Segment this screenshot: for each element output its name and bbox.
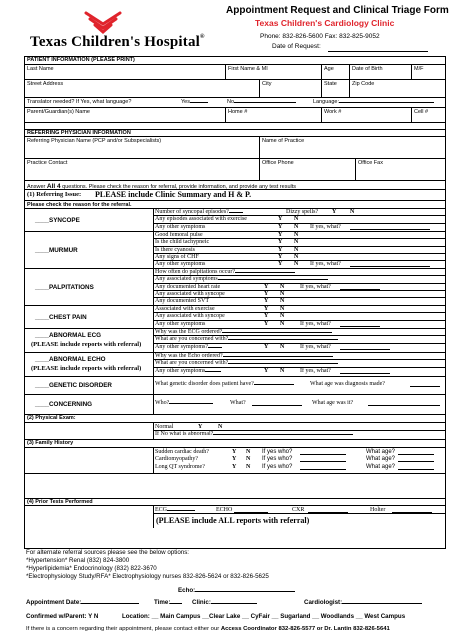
genetic-block — [25, 377, 445, 395]
prior-tests-row[interactable]: ECG ECHO CXR Holter — [154, 507, 446, 514]
syncope-q1[interactable]: Number of syncopal episodes? Dizzy spells? Y N — [154, 209, 446, 216]
location-field[interactable]: Location: __ Main Campus __Clear Lake __ CyFair __ Sugarland __ Woodlands __ West Campus — [122, 613, 406, 620]
murmur-checkbox[interactable]: ____MURMUR — [35, 247, 78, 254]
referring-issue-row — [25, 190, 445, 201]
practice-name-field[interactable]: Name of Practice — [259, 137, 445, 158]
answer-note: Answer All 4 questions. Please check the reason for referral, provide information, and provide any test results — [25, 181, 445, 190]
sex-field[interactable]: M/F — [411, 65, 445, 79]
chest-pain-block — [25, 306, 445, 329]
translator-no[interactable]: No — [227, 99, 296, 105]
family-q3[interactable]: Long QT syndrome? Y N If yes who? What age? — [154, 464, 446, 471]
murmur-q1[interactable]: Good femoral pulse Y N — [154, 232, 446, 239]
referring-issue-label: (1) Referring Issue: — [27, 191, 82, 198]
syncope-q3[interactable]: Any other symptoms Y N If yes, what? — [154, 224, 446, 231]
abnormal-ecg-checkbox[interactable]: ____ABNORMAL ECG — [35, 332, 102, 339]
genetic-q1[interactable]: What genetic disorder does patient have? What age was diagnosis made? — [154, 381, 446, 388]
patient-row-2 — [25, 80, 445, 98]
murmur-q2[interactable]: Is the child tachypneic Y N — [154, 239, 446, 246]
chest-pain-checkbox[interactable]: ____CHEST PAIN — [35, 314, 87, 321]
hospital-logo — [30, 10, 205, 50]
confirmed-field[interactable]: Confirmed w/Parent: Y N — [26, 613, 99, 620]
street-field[interactable]: Street Address — [27, 81, 64, 87]
chest-pain-q3[interactable]: Any other symptoms Y N If yes, what? — [154, 321, 446, 328]
first-name-field[interactable]: First Name & MI — [225, 65, 321, 79]
office-phone-field[interactable]: Office Phone — [259, 159, 355, 180]
practice-contact-field[interactable]: Practice Contact — [27, 160, 68, 166]
palpitations-q4[interactable]: Any associated with syncope Y N — [154, 291, 446, 298]
triage-form — [24, 56, 446, 549]
syncope-q2[interactable]: Any episodes associated with exercise Y N — [154, 216, 446, 223]
contact-note: If there is a concern regarding their appointment, please contact either our Access Coordinator 832-826-5577 or Dr. Lantin 832-826-5641 — [26, 626, 390, 632]
referring-section-title: REFERRING PHYSICIAN INFORMATION — [25, 129, 445, 137]
concerning-q1[interactable]: Who? What? What age was it? — [154, 400, 446, 407]
clinic-field[interactable]: Clinic: — [192, 599, 257, 606]
patient-row-1 — [25, 65, 445, 80]
abnormal-echo-q1[interactable]: Why was the Echo ordered? — [154, 353, 446, 360]
patient-section-title: PATIENT INFORMATION (PLEASE PRINT) — [25, 57, 445, 65]
family-history-block — [25, 448, 445, 474]
physical-exam-block — [25, 423, 445, 440]
clinic-summary-note: PLEASE include Clinic Summary and H & P. — [95, 190, 252, 199]
palpitations-q3[interactable]: Any documented heart rate Y N If yes, what? — [154, 284, 446, 291]
age-field[interactable]: Age — [321, 65, 349, 79]
state-field[interactable]: State — [321, 80, 349, 97]
family-history-title: (3) Family History — [25, 440, 445, 448]
prior-tests-block — [25, 506, 445, 528]
murmur-q4[interactable]: Any signs of CHF Y N — [154, 254, 446, 261]
concerning-block — [25, 395, 445, 415]
logo-text: Texas Children's Hospital® — [30, 34, 205, 50]
palpitations-q1[interactable]: How often do palpitations occur? — [154, 269, 446, 276]
palpitations-checkbox[interactable]: ____PALPITATIONS — [35, 284, 94, 291]
family-q2[interactable]: Cardiomyopathy? Y N If yes who? What age? — [154, 456, 446, 463]
cardiologist-field[interactable]: Cardiologist: — [304, 599, 422, 606]
form-header — [0, 0, 474, 56]
parent-row — [25, 108, 445, 123]
appointment-date-field[interactable]: Appointment Date: — [26, 599, 139, 606]
murmur-block — [25, 232, 445, 269]
dob-field[interactable]: Date of Birth — [349, 65, 411, 79]
referring-row-1 — [25, 137, 445, 159]
translator-row — [25, 98, 445, 108]
parent-name-field[interactable]: Parent/Guardian(s) Name — [27, 109, 90, 115]
genetic-checkbox[interactable]: ____GENETIC DISORDER — [35, 382, 112, 389]
abnormal-ecg-q2[interactable]: What are you concerned with? — [154, 336, 446, 343]
murmur-q5[interactable]: Any other symptoms Y N If yes, what? — [154, 261, 446, 268]
concerning-checkbox[interactable]: ____CONCERNING — [35, 401, 93, 408]
translator-label: Translator needed? If Yes, what language? — [27, 99, 132, 105]
prior-tests-title: (4) Prior Tests Performed — [25, 498, 445, 506]
date-of-request-field[interactable] — [328, 51, 428, 52]
work-phone-field[interactable]: Work # — [321, 108, 411, 122]
syncope-block — [25, 209, 445, 232]
physical-exam-title: (2) Physical Exam: — [25, 415, 445, 423]
zip-field[interactable]: Zip Code — [349, 80, 445, 97]
echo-field[interactable]: Echo: — [178, 587, 295, 594]
physical-exam-normal[interactable]: Normal Y N — [154, 424, 446, 431]
phone-fax: Phone: 832-826-5600 Fax: 832-825-9052 — [260, 33, 380, 40]
date-of-request-label: Date of Request: — [272, 43, 321, 50]
last-name-field[interactable]: Last Name — [27, 66, 54, 72]
home-phone-field[interactable]: Home # — [225, 108, 321, 122]
murmur-q3[interactable]: Is there cyanosis Y N — [154, 247, 446, 254]
family-q1[interactable]: Sudden cardiac death? Y N If yes who? What age? — [154, 449, 446, 456]
syncope-checkbox[interactable]: ____SYNCOPE — [35, 217, 80, 224]
palpitations-q2[interactable]: Any associated symptoms — [154, 276, 446, 283]
palpitations-q5[interactable]: Any documented SVT Y N — [155, 298, 285, 305]
abnormal-echo-checkbox[interactable]: ____ABNORMAL ECHO — [35, 356, 106, 363]
palpitations-block — [25, 269, 445, 306]
chest-pain-q1[interactable]: Associated with exercise Y N — [154, 306, 446, 313]
abnormal-ecg-q3[interactable]: Any other symptoms? Y N If yes, what? — [154, 344, 446, 351]
check-reason-row: Please check the reason for the referral. — [25, 201, 445, 209]
clinic-name: Texas Children's Cardiology Clinic — [255, 18, 395, 28]
abnormal-echo-block: ____ABNORMAL ECHO (PLEASE include reports with referral) Why was the Echo ordered? What are you concerned with? Any other symptoms Y N If yes, what? — [25, 353, 445, 377]
abnormal-echo-q2[interactable]: What are you concerned with? — [154, 360, 446, 367]
prior-tests-note: (PLEASE include ALL reports with referral) — [156, 516, 310, 525]
form-title: Appointment Request and Clinical Triage Form — [226, 5, 449, 16]
cell-phone-field[interactable]: Cell # — [411, 108, 445, 122]
abnormal-ecg-block: ____ABNORMAL ECG (PLEASE include reports with referral) Why was the ECG ordered? What are you concerned with? Any other symptoms? Y N If yes, what? — [25, 329, 445, 353]
time-field[interactable]: Time: — [154, 599, 182, 606]
language-field[interactable]: Language: — [313, 99, 434, 105]
chest-pain-q2[interactable]: Any associated with syncope Y N — [154, 313, 446, 320]
abnormal-echo-q3[interactable]: Any other symptoms Y N If yes, what? — [154, 368, 446, 375]
referring-row-2 — [25, 159, 445, 181]
office-fax-field[interactable]: Office Fax — [355, 159, 445, 180]
physical-exam-abnormal[interactable]: If No what is abnormal? — [154, 431, 446, 438]
translator-yes[interactable]: Yes — [181, 99, 208, 105]
physician-name-field[interactable]: Referring Physician Name (PCP and/or Subspecialists) — [27, 138, 162, 144]
abnormal-ecg-q1[interactable]: Why was the ECG ordered? — [154, 329, 446, 336]
city-field[interactable]: City — [259, 80, 321, 97]
